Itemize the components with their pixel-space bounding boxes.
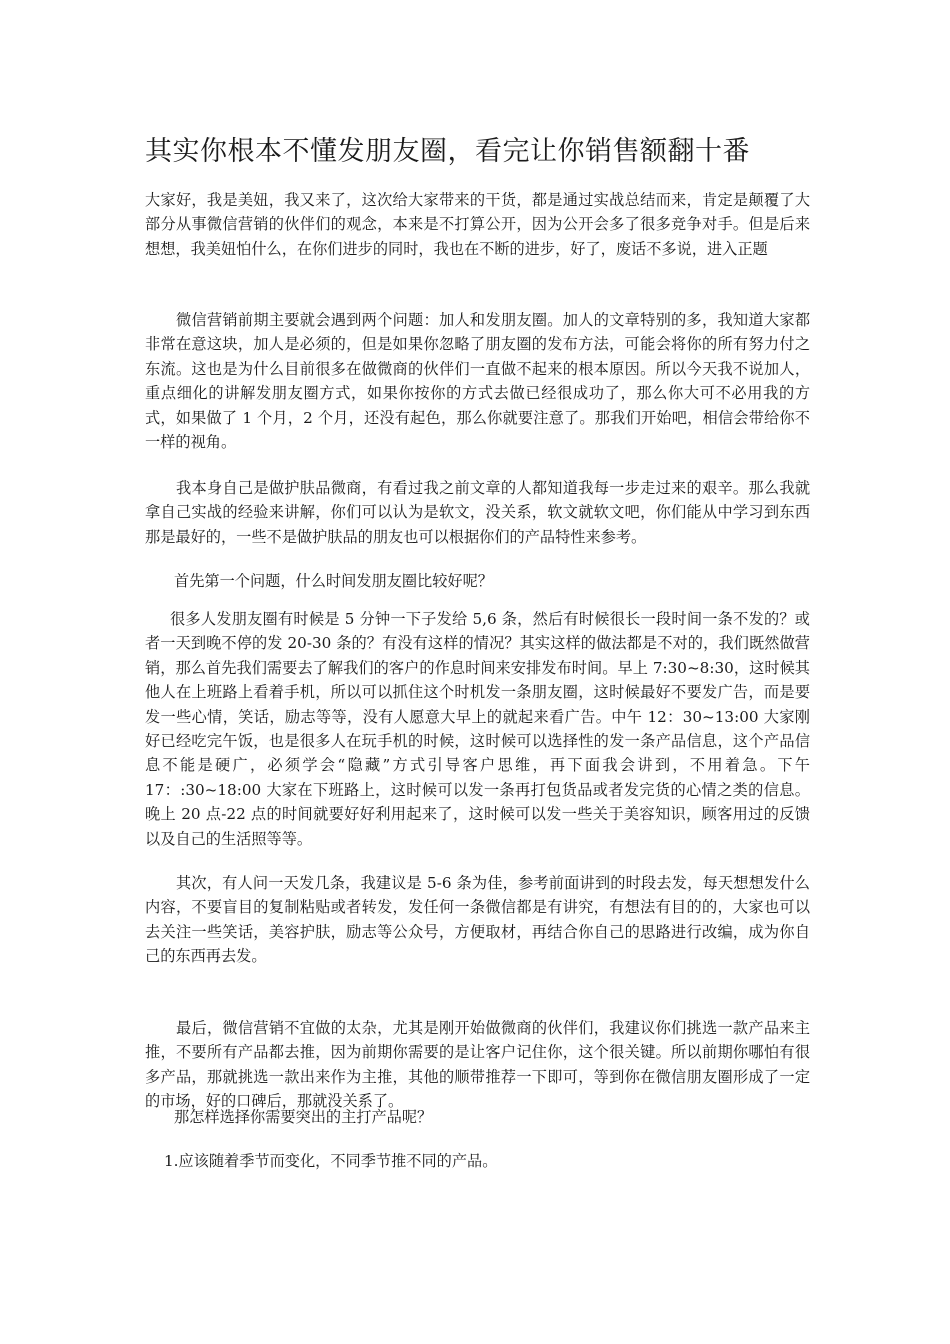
list-item-1: 1.应该随着季节而变化，不同季节推不同的产品。	[164, 1152, 498, 1170]
paragraph-first-question: 首先第一个问题，什么时间发朋友圈比较好呢？	[174, 572, 493, 590]
paragraph-focus-product: 最后，微信营销不宜做的太杂，尤其是刚开始做微商的伙伴们，我建议你们挑选一款产品来主推，不要所有产品都去推，因为前期你需要的是让客户记住你，这个很关键。所以前期你哪怕有很多产品，那就挑选一款出来作为主推，其他的顺带推荐一下即可，等到你在微信朋友圈形成了一定的市场，好的口碑后，那就没关系了。	[145, 1019, 810, 1111]
paragraph-posting-times: 很多人发朋友圈有时候是 5 分钟一下子发给 5,6 条，然后有时候很长一段时间一条不发的？或者一天到晚不停的发 20-30 条的？有没有这样的情况？其实这样的做法都是不对的，我们既然做营销，那么首先我们需要去了解我们的客户的作息时间来安排发布时间。早上 7:30~8:30，这时候其他人在上班路上看着手机，所以可以抓住这个时机发一条朋友圈，这时候最好不要发广告，而是要发一些心情，笑话，励志等等，没有人愿意大早上的就起来看广告。中午 12：30~13:00 大家刚好已经吃完午饭，也是很多人在玩手机的时候，这时候可以选择性的发一条产品信息，这个产品信息不能是硬广，必须学会“隐藏”方式引导客户思维，再下面我会讲到，不用着急。下午 17：:30~18:00 大家在下班路上，这时候可以发一条再打包货品或者发完货的心情之类的信息。晚上 20 点-22 点的时间就要好好利用起来了，这时候可以发一些关于美容知识，顾客用过的反馈以及自己的生活照等等。	[145, 610, 810, 848]
paragraph-intro: 大家好，我是美妞，我又来了，这次给大家带来的干货，都是通过实战总结而来，肯定是颠覆了大部分从事微信营销的伙伴们的观念，本来是不打算公开，因为公开会多了很多竞争对手。但是后来想想，我美妞怕什么，在你们进步的同时，我也在不断的进步，好了，废话不多说，进入正题	[145, 191, 810, 258]
paragraph-choose-product-question: 那怎样选择你需要突出的主打产品呢？	[174, 1108, 433, 1126]
paragraph-two-problems: 微信营销前期主要就会遇到两个问题：加人和发朋友圈。加人的文章特别的多，我知道大家都非常在意这块，加人是必须的，但是如果你忽略了朋友圈的发布方法，可能会将你的所有努力付之东流。这也是为什么目前很多在做微商的伙伴们一直做不起来的根本原因。所以今天我不说加人，重点细化的讲解发朋友圈方式，如果你按你的方式去做已经很成功了，那么你大可不必用我的方式，如果做了 1 个月，2 个月，还没有起色，那么你就要注意了。那我们开始吧，相信会带给你不一样的视角。	[145, 311, 810, 452]
paragraph-skincare-experience: 我本身自己是做护肤品微商，有看过我之前文章的人都知道我每一步走过来的艰辛。那么我就拿自己实战的经验来讲解，你们可以认为是软文，没关系，软文就软文吧，你们能从中学习到东西那是最好的，一些不是做护肤品的朋友也可以根据你们的产品特性来参考。	[145, 479, 810, 546]
article-title: 其实你根本不懂发朋友圈，看完让你销售额翻十番	[145, 136, 750, 167]
paragraph-posts-per-day: 其次，有人问一天发几条，我建议是 5-6 条为佳，参考前面讲到的时段去发，每天想想发什么内容，不要盲目的复制粘贴或者转发，发任何一条微信都是有讲究，有想法有目的的，大家也可以去关注一些笑话，美容护肤，励志等公众号，方便取材，再结合你自己的思路进行改编，成为你自己的东西再去发。	[145, 874, 810, 966]
